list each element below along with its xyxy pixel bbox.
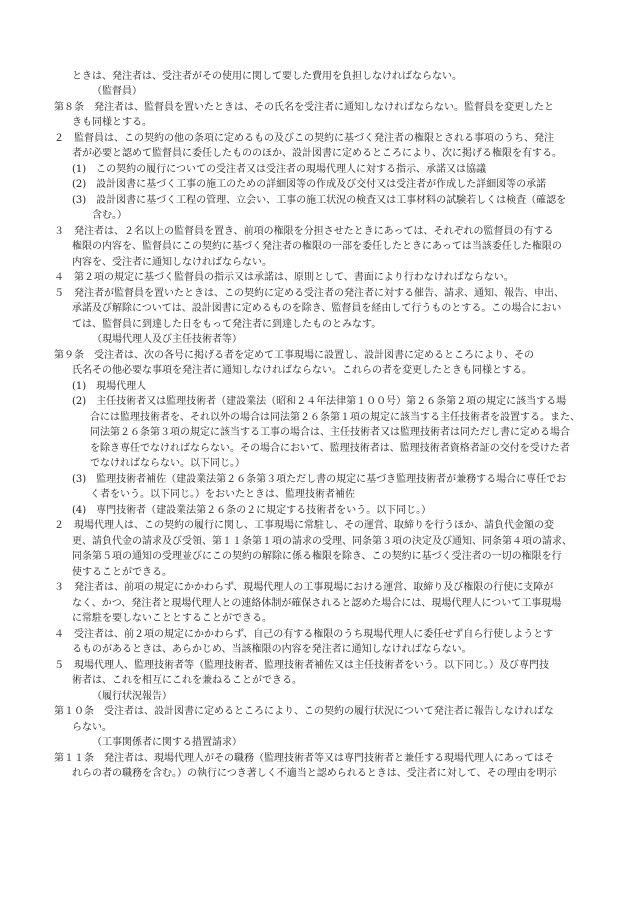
- text-line: ３ 発注者は、２名以上の監督員を置き、前項の権限を分担させたときにあっては、それぞれの監督員の有する: [54, 226, 554, 237]
- text-line: （監督員）: [92, 86, 142, 97]
- text-line: 第１１条 発注者は、現場代理人がその職務（監理技術者等又は専門技術者と兼任する現場代理人にあってはそ: [54, 753, 554, 764]
- text-line: ５ 現場代理人、監理技術者等（監理技術者、監理技術者補佐又は主任技術者をいう。以下同じ。）及び専門技: [54, 660, 549, 671]
- text-line: 内容を、受注者に通知しなければならない。: [72, 257, 272, 268]
- text-line: 第８条 発注者は、監督員を置いたときは、その氏名を受注者に通知しなければならない。監督員を変更したと: [54, 102, 554, 113]
- text-line: 合には監理技術者を、それ以外の場合は同法第２６条第１項の規定に該当する主任技術者を設置する。また、: [90, 412, 580, 423]
- text-line: でなければならない。以下同じ。）: [90, 458, 245, 469]
- text-line: (3) 設計図書に基づく工程の管理、立会い、工事の施工状況の検査又は工事材料の試験若しくは検査（確認を: [72, 195, 567, 206]
- text-line: 第１０条 受注者は、設計図書に定めるところにより、この契約の履行状況について発注者に報告しなければな: [54, 706, 554, 717]
- text-line: ３ 発注者は、前項の規定にかかわらず、現場代理人の工事現場における運営、取締り及び権限の行使に支障が: [54, 582, 554, 593]
- text-line: らない。: [72, 722, 112, 733]
- text-line: 権限の内容を、監督員にこの契約に基づく発注者の権限の一部を委任したときにあっては当該委任した権限の: [72, 241, 562, 252]
- text-line: きも同様とする。: [72, 117, 152, 128]
- text-line: く者をいう。以下同じ。）をおいたときは、監理技術者補佐: [90, 489, 355, 500]
- text-line: (1) この契約の履行についての受注者又は受注者の現場代理人に対する指示、承諾又は協議: [72, 164, 486, 175]
- text-line: れらの者の職務を含む。）の執行につき著しく不適当と認められるときは、受注者に対して、その理由を明示: [72, 768, 557, 779]
- text-line: るものがあるときは、あらかじめ、当該権限の内容を発注者に通知しなければならない。: [72, 644, 472, 655]
- text-line: （履行状況報告）: [92, 691, 172, 702]
- text-line: （工事関係者に関する措置請求）: [92, 737, 242, 748]
- text-line: 氏名その他必要な事項を発注者に通知しなければならない。これらの者を変更したときも同様とする。: [72, 365, 532, 376]
- text-line: ては、監督員に到達した日をもって発注者に到達したものとみなす。: [72, 319, 382, 330]
- text-line: (4) 専門技術者（建設業法第２６条の２に規定する技術者をいう。以下同じ。）: [72, 505, 432, 516]
- text-line: 第９条 受注者は、次の各号に掲げる者を定めて工事現場に設置し、設計図書に定めるところにより、その: [54, 350, 534, 361]
- text-line: (3) 監理技術者補佐（建設業法第２６条第３項ただし書の規定に基づき監理技術者が兼務する場合に専任でお: [72, 474, 567, 485]
- text-line: 承諾及び解除については、設計図書に定めるものを除き、監督員を経由して行うものとする。この場合におい: [72, 303, 562, 314]
- text-line: ４ 受注者は、前２項の規定にかかわらず、自己の有する権限のうち現場代理人に委任せず自ら行使しようとす: [54, 629, 554, 640]
- text-line: に常駐を要しないこととすることができる。: [72, 613, 272, 624]
- text-line: ときは、発注者は、受注者がその使用に関して要した費用を負担しなければならない。: [72, 71, 462, 82]
- text-line: (1) 現場代理人: [72, 381, 147, 392]
- text-line: ５ 発注者が監督員を置いたときは、この契約に定める受注者の発注者に対する催告、請求、通知、報告、申出、: [54, 288, 564, 299]
- text-line: (2) 設計図書に基づく工事の施工のための詳細図等の作成及び交付又は受注者が作成した詳細図等の承諾: [72, 179, 547, 190]
- text-line: ２ 監督員は、この契約の他の条項に定めるもの及びこの契約に基づく発注者の権限とされる事項のうち、発注: [54, 133, 554, 144]
- text-line: 含む。）: [92, 210, 127, 221]
- text-line: ２ 現場代理人は、この契約の履行に関し、工事現場に常駐し、その運営、取締りを行うほか、請負代金額の変: [54, 520, 554, 531]
- text-line: を除き専任でなければならない。その場合において、監理技術者は、監理技術者資格者証の交付を受けた者: [90, 443, 570, 454]
- text-line: なく、かつ、発注者と現場代理人との連絡体制が確保されると認めた場合には、現場代理人について工事現場: [72, 598, 562, 609]
- text-line: 同法第２６条第３項の規定に該当する工事の場合は、主任技術者又は監理技術者は同ただし書に定める場合: [90, 427, 570, 438]
- text-line: （現場代理人及び主任技術者等）: [92, 334, 242, 345]
- text-line: 使することができる。: [72, 567, 172, 578]
- text-line: ４ 第２項の規定に基づく監督員の指示又は承諾は、原則として、書面により行わなければならない。: [54, 272, 514, 283]
- text-line: (2) 主任技術者又は監理技術者（建設業法（昭和２４年法律第１００号）第２６条第２項の規定に該当する場: [72, 396, 567, 407]
- text-line: 者が必要と認めて監督員に委任したもののほか、設計図書に定めるところにより、次に掲げる権限を有する。: [72, 148, 562, 159]
- text-line: 同条第５項の通知の受理並びにこの契約の解除に係る権限を除き、この契約に基づく受注者の一切の権限を行: [72, 551, 562, 562]
- text-line: 更、請負代金の請求及び受領、第１１条第１項の請求の受理、同条第３項の決定及び通知、同条第４項の請求、: [72, 536, 572, 547]
- text-line: 術者は、これを相互にこれを兼ねることができる。: [72, 675, 302, 686]
